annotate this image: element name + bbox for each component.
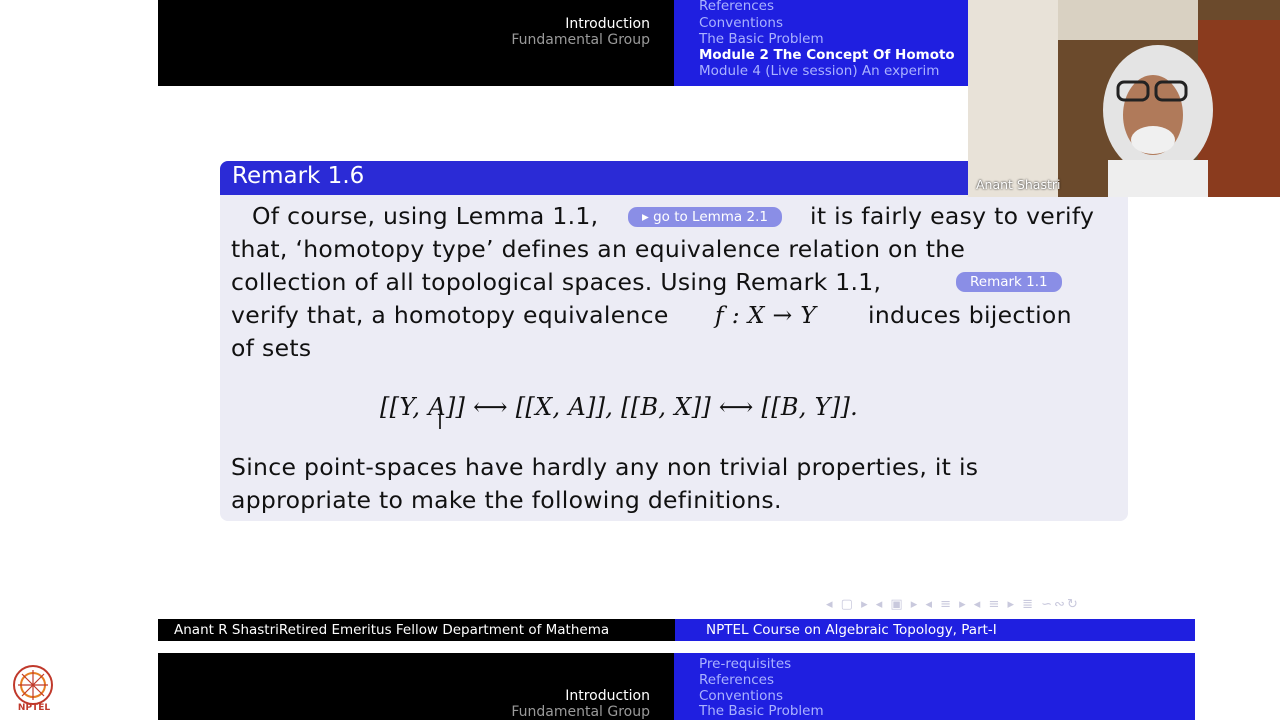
slide-header-nav <box>674 0 970 86</box>
remark-title: Remark 1.6 <box>232 163 365 189</box>
remark-link-button[interactable]: Remark 1.1 <box>956 272 1062 292</box>
nav-references[interactable]: References <box>699 0 775 14</box>
remark-line-1b: it is fairly easy to verify <box>810 202 1095 230</box>
webcam-video <box>968 0 1280 197</box>
text-cursor-icon <box>439 415 445 429</box>
footer-author-bar <box>158 619 675 641</box>
remark-line-4-math: f : X → Y <box>715 301 817 329</box>
next-slide-header-nav <box>674 653 1195 720</box>
footer-course: NPTEL Course on Algebraic Topology, Part-I <box>706 622 997 638</box>
next-section-introduction: Introduction <box>565 688 650 704</box>
nav-conventions[interactable]: Conventions <box>699 15 783 31</box>
remark-line-4a: verify that, a homotopy equivalence <box>231 301 669 329</box>
nav-basic-problem[interactable]: The Basic Problem <box>699 31 824 47</box>
nptel-logo-icon <box>12 664 54 706</box>
remark-line-6: Since point-spaces have hardly any non trivial properties, it is <box>231 453 979 481</box>
section-introduction: Introduction <box>565 16 650 32</box>
remark-equation: [[Y, A]] ⟷ [[X, A]], [[B, X]] ⟷ [[B, Y]]. <box>380 393 859 421</box>
next-nav-conventions[interactable]: Conventions <box>699 688 783 704</box>
footer-author: Anant R ShastriRetired Emeritus Fellow Department of Mathema <box>174 622 610 638</box>
beamer-nav-icons[interactable]: ◂ ▢ ▸ ◂ ▣ ▸ ◂ ≡ ▸ ◂ ≡ ▸ ≣ ∽∾↻ <box>826 597 1080 612</box>
remark-line-1a: Of course, using Lemma 1.1, <box>252 202 599 230</box>
nptel-logo-text: NPTEL <box>17 703 51 713</box>
nav-module-2[interactable]: Module 2 The Concept Of Homoto <box>699 47 955 63</box>
remark-line-2: that, ‘homotopy type’ defines an equivalence relation on the <box>231 235 966 263</box>
webcam-participant-name: Anant Shastri <box>976 177 1061 192</box>
remark-line-3: collection of all topological spaces. Using Remark 1.1, <box>231 268 882 296</box>
remark-line-7: appropriate to make the following definitions. <box>231 486 782 514</box>
next-section-fundamental-group: Fundamental Group <box>511 704 650 720</box>
section-fundamental-group: Fundamental Group <box>511 32 650 48</box>
footer-course-bar <box>675 619 1195 641</box>
webcam-feed-image <box>968 0 1280 197</box>
nav-module-4[interactable]: Module 4 (Live session) An experim <box>699 63 940 79</box>
next-nav-basic-problem[interactable]: The Basic Problem <box>699 703 824 719</box>
go-to-lemma-button[interactable]: ▸ go to Lemma 2.1 <box>628 207 782 227</box>
remark-line-5: of sets <box>231 334 312 362</box>
remark-line-4b: induces bijection <box>868 301 1072 329</box>
next-nav-prerequisites[interactable]: Pre-requisites <box>699 656 792 672</box>
next-nav-references[interactable]: References <box>699 672 775 688</box>
